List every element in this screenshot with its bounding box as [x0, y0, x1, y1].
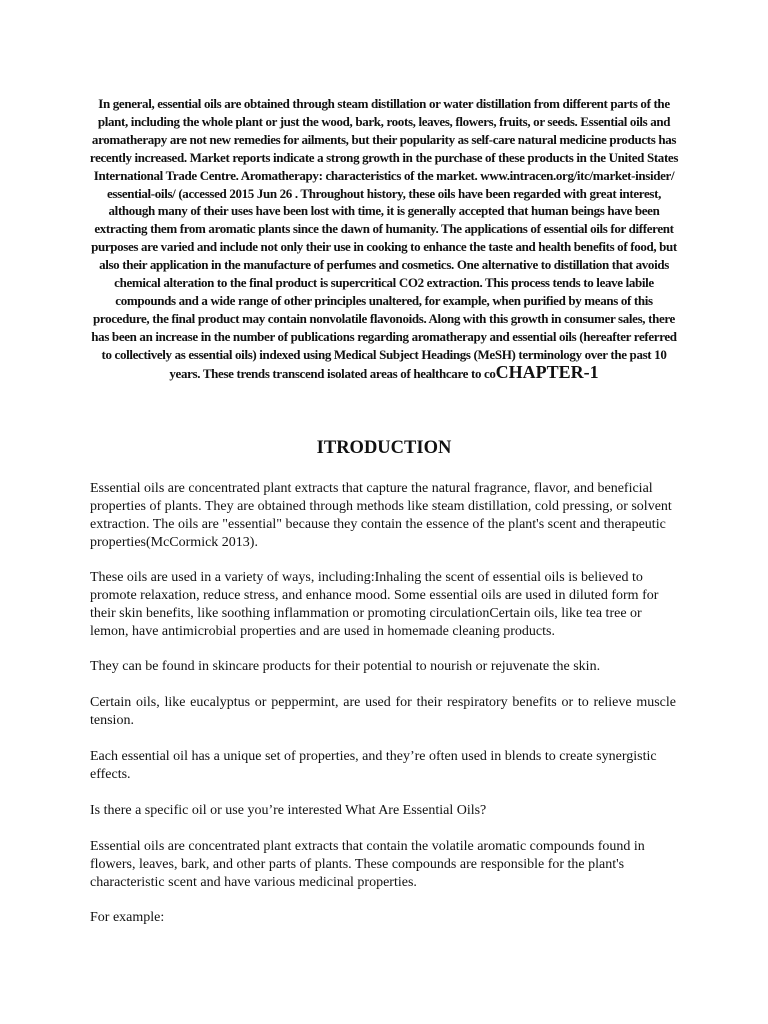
chapter-label: CHAPTER-1 [495, 361, 599, 382]
paragraph-3: They can be found in skincare products for their potential to nourish or rejuvenate the skin. [90, 659, 601, 674]
paragraph-6: Is there a specific oil or use you’re interested What Are Essential Oils? [90, 803, 487, 818]
paragraph-2: These oils are used in a variety of ways, including:Inhaling the scent of essential oils is believed to promote relaxation, reduce stress, and enhance mood. Some essential oils are used in diluted form for their skin benefits, like soothing inflammation or promoting circulationCertain oils, like tea tree or lemon, have antimicrobial properties and are used in homemade cleaning products. [90, 570, 659, 639]
intro-text: In general, essential oils are obtained through steam distillation or water distillation from different parts of the plant, including the whole plant or just the wood, bark, roots, leaves, flowers, fruits, or seeds. Essential oils and aromatherapy are not new remedies for ailments, but their popularity as self-care natural medicine products has recently increased. Market reports indicate a strong growth in the purchase of these products in the United States International Trade Centre. Aromatherapy: characteristics of the market. www.intracen.org/itc/market-insider/ essential-oils/ (accessed 2015 Jun 26 . Throughout history, these oils have been regarded with great interest, although many of their uses have been lost with time, it is generally accepted that human beings have been extracting them from aromatic plants since the dawn of humanity. The applications of essential oils for different purposes are varied and include not only their use in cooking to enhance the taste and health benefits of food, but also their application in the manufacture of perfumes and cosmetics. One alternative to distillation that avoids chemical alteration to the final product is supercritical CO2 extraction. This process tends to leave labile compounds and a wide range of other principles unaltered, for example, when purified by means of this procedure, the final product may contain nonvolatile flavonoids. Along with this growth in consumer sales, there has been an increase in the number of publications regarding aromatherapy and essential oils (hereafter referred to collectively as essential oils) indexed using Medical Subject Headings (MeSH) terminology over the past 10 years. These trends transcend isolated areas of healthcare to co [89, 96, 679, 381]
intro-text-block [88, 95, 680, 383]
paragraph-5: Each essential oil has a unique set of properties, and they’re often used in blends to create synergistic effects. [90, 749, 657, 782]
paragraph-7: Essential oils are concentrated plant extracts that contain the volatile aromatic compounds found in flowers, leaves, bark, and other parts of plants. These compounds are responsible for the plant's characteristic scent and have various medicinal properties. [90, 839, 645, 890]
section-heading: ITRODUCTION [316, 438, 452, 458]
paragraph-1: Essential oils are concentrated plant extracts that capture the natural fragrance, flavor, and beneficial properties of plants. They are obtained through methods like steam distillation, cold pressing, or solvent extraction. The oils are "essential" because they contain the essence of the plant's scent and therapeutic properties(McCormick 2013). [90, 481, 672, 550]
paragraph-8: For example: [90, 910, 165, 925]
paragraph-4: Certain oils, like eucalyptus or peppermint, are used for their respiratory benefits or to relieve muscle tension. [90, 695, 676, 728]
